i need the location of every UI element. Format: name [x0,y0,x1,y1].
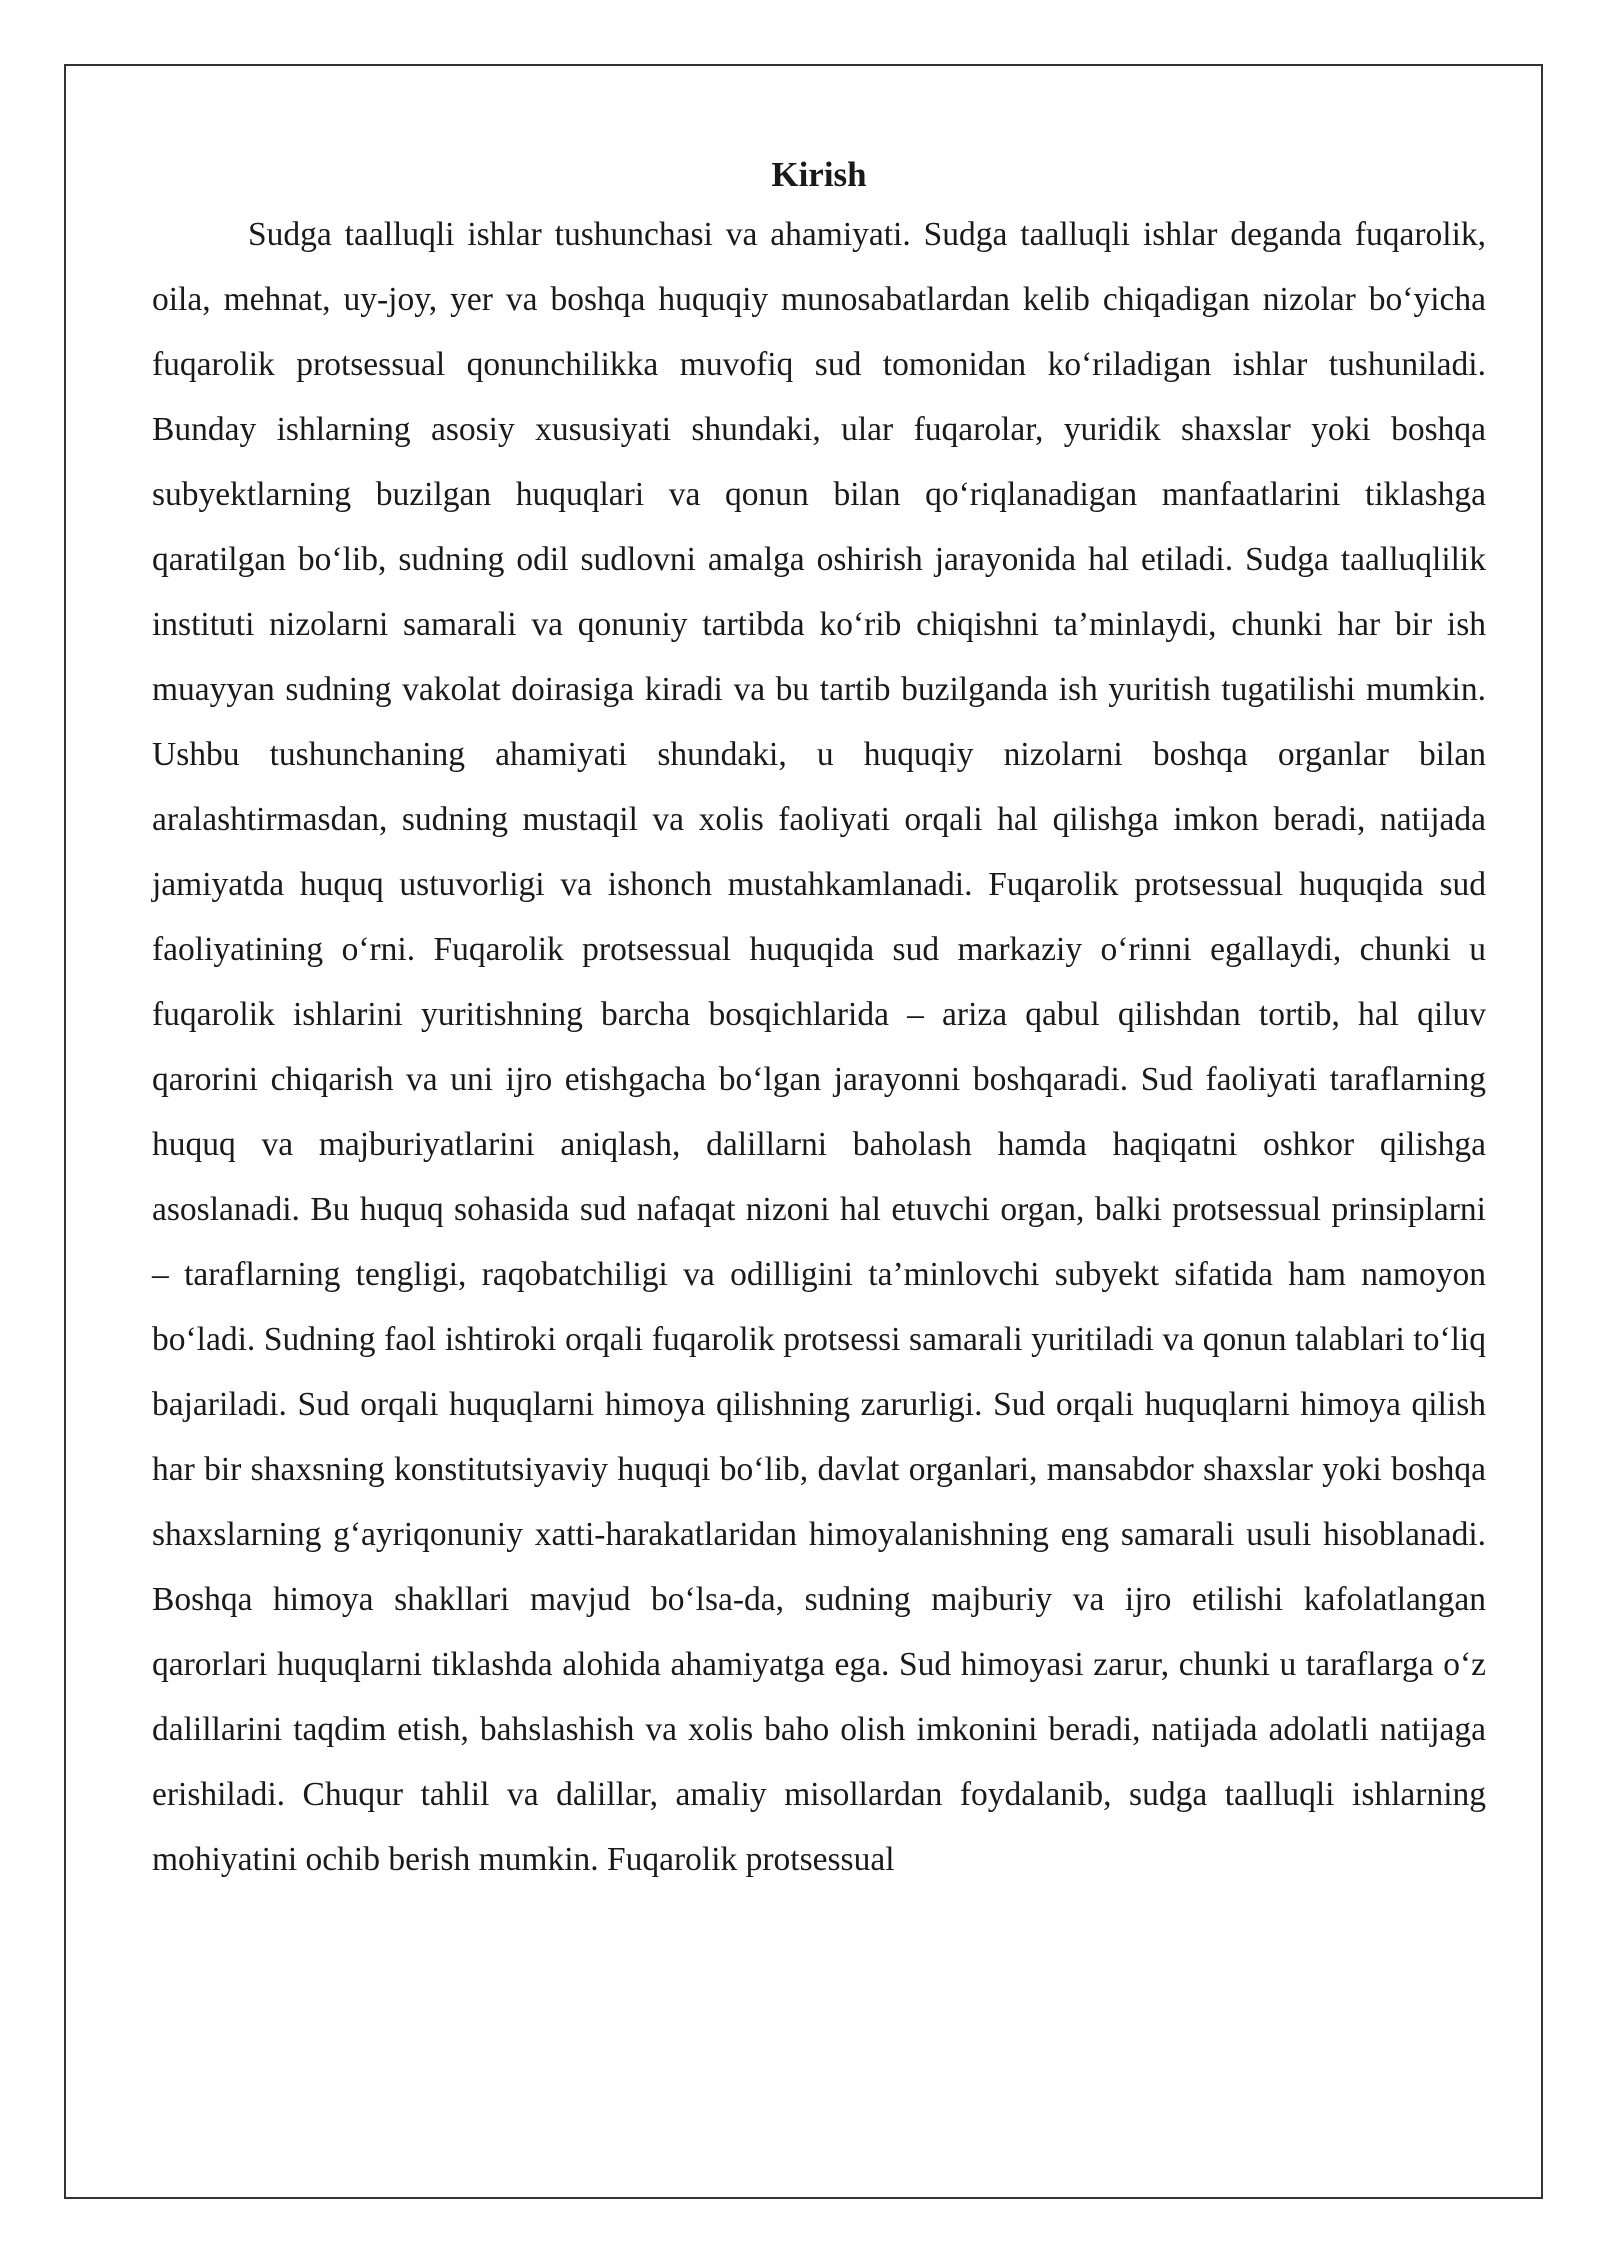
page-content [152,148,1486,1892]
page-title: Kirish [771,155,867,194]
body-paragraph: Sudga taalluqli ishlar tushunchasi va ahamiyati. Sudga taalluqli ishlar deganda fuqarolik, oila, mehnat, uy-joy, yer va boshqa huquqiy munosabatlardan kelib chiqadigan nizolar bo‘yicha fuqarolik protsessual qonunchilikka muvofiq sud tomonidan ko‘riladigan ishlar tushuniladi. Bunday ishlarning asosiy xususiyati shundaki, ular fuqarolar, yuridik shaxslar yoki boshqa subyektlarning buzilgan huquqlari va qonun bilan qo‘riqlanadigan manfaatlarini tiklashga qaratilgan bo‘lib, sudning odil sudlovni amalga oshirish jarayonida hal etiladi. Sudga taalluqlilik instituti nizolarni samarali va qonuniy tartibda ko‘rib chiqishni ta’minlaydi, chunki har bir ish muayyan sudning vakolat doirasiga kiradi va bu tartib buzilganda ish yuritish tugatilishi mumkin. Ushbu tushunchaning ahamiyati shundaki, u huquqiy nizolarni boshqa organlar bilan aralashtirmasdan, sudning mustaqil va xolis faoliyati orqali hal qilishga imkon beradi, natijada jamiyatda huquq ustuvorligi va ishonch mustahkamlanadi. Fuqarolik protsessual huquqida sud faoliyatining o‘rni. Fuqarolik protsessual huquqida sud markaziy o‘rinni egallaydi, chunki u fuqarolik ishlarini yuritishning barcha bosqichlarida – ariza qabul qilishdan tortib, hal qiluv qarorini chiqarish va uni ijro etishgacha bo‘lgan jarayonni boshqaradi. Sud faoliyati taraflarning huquq va majburiyatlarini aniqlash, dalillarni baholash hamda haqiqatni oshkor qilishga asoslanadi. Bu huquq sohasida sud nafaqat nizoni hal etuvchi organ, balki protsessual prinsiplarni – taraflarning tengligi, raqobatchiligi va odilligini ta’minlovchi subyekt sifatida ham namoyon bo‘ladi. Sudning faol ishtiroki orqali fuqarolik protsessi samarali yuritiladi va qonun talablari to‘liq bajariladi. Sud orqali huquqlarni himoya qilishning zarurligi. Sud orqali huquqlarni himoya qilish har bir shaxsning konstitutsiyaviy huquqi bo‘lib, davlat organlari, mansabdor shaxslar yoki boshqa shaxslarning g‘ayriqonuniy xatti-harakatlaridan himoyalanishning eng samarali usuli hisoblanadi. Boshqa himoya shakllari mavjud bo‘lsa-da, sudning majburiy va ijro etilishi kafolatlangan qarorlari huquqlarni tiklashda alohida ahamiyatga ega. Sud himoyasi zarur, chunki u taraflarga o‘z dalillarini taqdim etish, bahslashish va xolis baho olish imkonini beradi, natijada adolatli natijaga erishiladi. Chuqur tahlil va dalillar, amaliy misollardan foydalanib, sudga taalluqli ishlarning mohiyatini ochib berish mumkin. Fuqarolik protsessual [152,216,1486,1878]
